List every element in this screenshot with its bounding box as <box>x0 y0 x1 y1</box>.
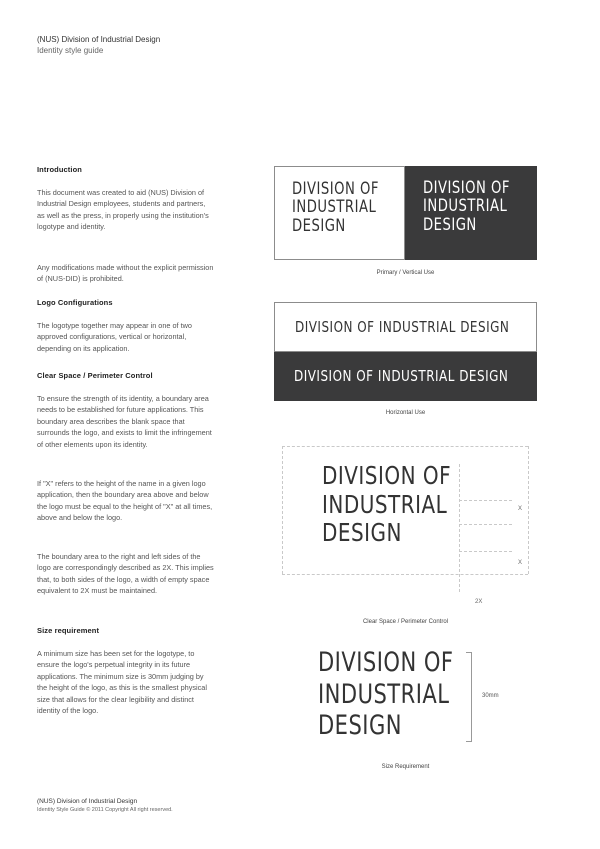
two-x-mark: 2X <box>475 599 483 605</box>
x-mark: X <box>518 560 523 566</box>
footer-title: (NUS) Division of Industrial Design <box>37 798 138 805</box>
caption-clear-space: Clear Space / Perimeter Control <box>362 619 449 625</box>
boundary-line <box>282 446 283 574</box>
logo-line-3: DESIGN <box>292 215 346 235</box>
footer-copyright: Identity Style Guide © 2011 Copyright All right reserved. <box>37 807 173 813</box>
paragraph: The logotype together may appear in one of two approved configurations, vertical or horizontal, depending on its application. <box>37 321 192 353</box>
size-value: 30mm <box>482 693 499 699</box>
vertical-logo-dark <box>405 166 537 260</box>
caption-horizontal: Horizontal Use <box>385 410 426 416</box>
section-heading-introduction: Introduction <box>37 165 82 174</box>
logo-line-1: DIVISION OF <box>322 461 452 490</box>
logo-line-2: INDUSTRIAL <box>318 678 450 710</box>
boundary-line <box>459 464 460 592</box>
boundary-line <box>459 500 512 501</box>
logo-horizontal-text: DIVISION OF INDUSTRIAL DESIGN <box>294 367 509 385</box>
logo-line-1: DIVISION OF <box>292 179 379 198</box>
boundary-line <box>459 551 512 552</box>
size-requirement-logo <box>318 647 453 742</box>
vertical-logo-light <box>274 166 405 260</box>
paragraph: This document was created to aid (NUS) Division of Industrial Design employees, students and partners, as well as the press, in properly using the institution's logotype and identity. <box>37 188 209 232</box>
caption-size: Size Requirement <box>381 764 430 770</box>
horizontal-logo-light <box>274 302 537 352</box>
paragraph: Any modifications made without the explicit permission of (NUS-DID) is prohibited. <box>37 263 214 284</box>
header-title: (NUS) Division of Industrial Design <box>37 35 161 44</box>
caption-primary: Primary / Vertical Use <box>376 270 435 276</box>
logo-line-2: INDUSTRIAL <box>322 489 448 519</box>
logo-line-3: DESIGN <box>318 710 402 742</box>
boundary-line <box>282 574 528 575</box>
logo-line-3: DESIGN <box>423 214 477 234</box>
logo-line-3: DESIGN <box>322 518 402 547</box>
section-heading-size-requirement: Size requirement <box>37 626 100 635</box>
section-heading-logo-configurations: Logo Configurations <box>37 298 113 307</box>
paragraph: The boundary area to the right and left sides of the logo are correspondingly described as 2X. This implies that, to both sides of the logo, a width of empty space equivalent to 2X must be maintained. <box>37 552 214 596</box>
boundary-line <box>282 446 528 447</box>
clear-space-logo <box>322 462 451 548</box>
boundary-line <box>459 524 512 525</box>
logo-horizontal-text: DIVISION OF INDUSTRIAL DESIGN <box>295 318 510 336</box>
section-heading-clear-space: Clear Space / Perimeter Control <box>37 371 153 380</box>
horizontal-logo-dark <box>274 352 537 401</box>
logo-line-1: DIVISION OF <box>318 647 454 678</box>
size-bracket <box>466 652 472 742</box>
paragraph: A minimum size has been set for the logotype, to ensure the logo's perpetual integrity in its future applications. The minimum size is 30mm judging by the height of the logo, as this is the smallest physical size that allows for the clear legibility and distinct identity of the logo. <box>37 649 207 716</box>
boundary-line <box>528 446 529 574</box>
logo-line-2: INDUSTRIAL <box>292 197 377 217</box>
header-subtitle: Identity style guide <box>37 46 104 55</box>
x-mark: X <box>518 506 523 512</box>
paragraph: If "X" refers to the height of the name in a given logo application, then the boundary area above and below the logo must be equal to the height of "X" at all times, above and below the logo. <box>37 479 213 523</box>
logo-line-2: INDUSTRIAL <box>423 196 508 216</box>
logo-line-1: DIVISION OF <box>423 178 510 197</box>
paragraph: To ensure the strength of its identity, a boundary area needs to be established for future applications. This boundary area describes the blank space that surrounds the logo, and exists to limit the infringement of other elements upon its identity. <box>37 394 212 449</box>
